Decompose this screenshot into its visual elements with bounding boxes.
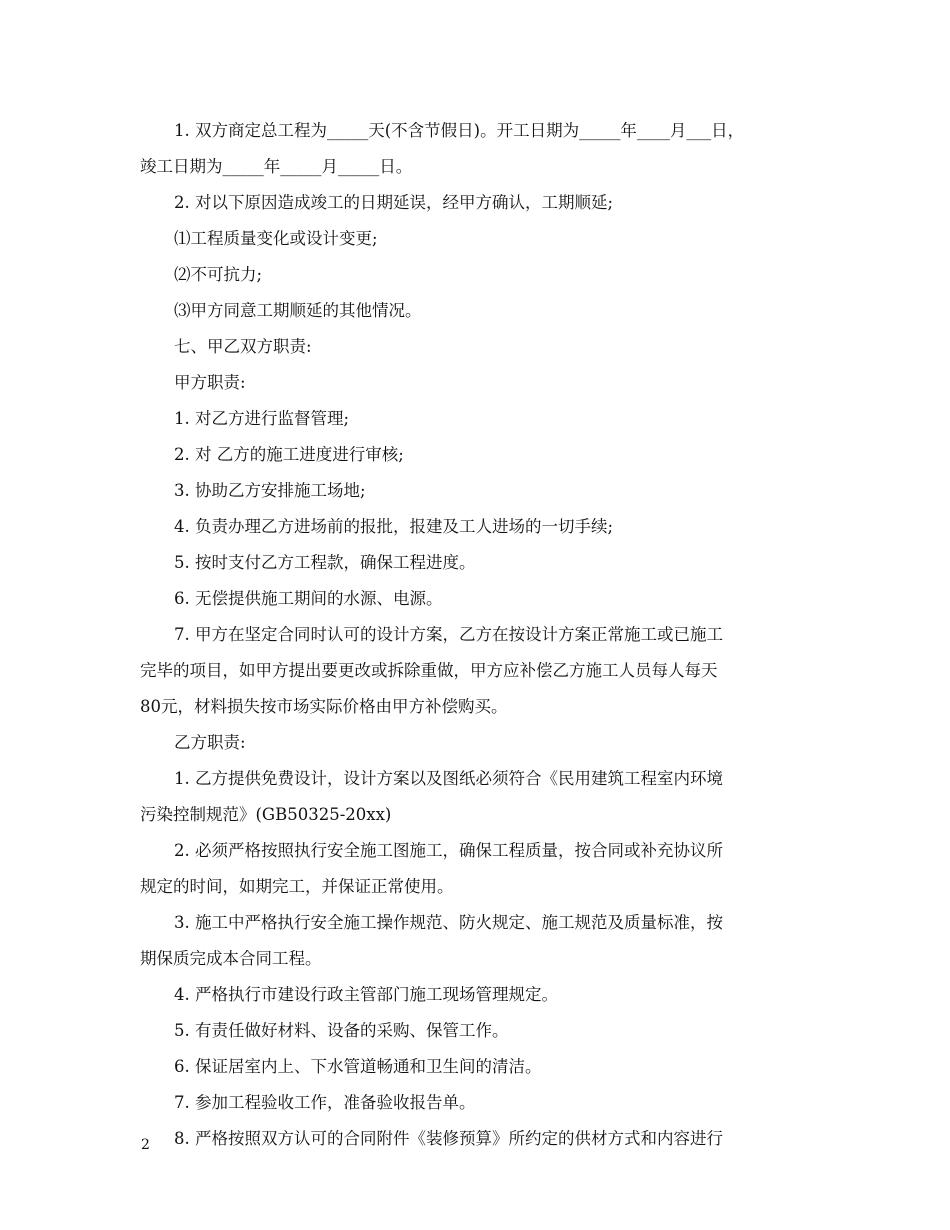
text-line: 7. 甲方在坚定合同时认可的设计方案，乙方在按设计方案正常施工或已施工 [174,625,723,644]
text-line: 规定的时间，如期完工，并保证正常使用。 [140,877,454,896]
text-line: 3. 施工中严格执行安全施工操作规范、防火规定、施工规范及质量标准，按 [174,913,723,932]
text-line: 4. 负责办理乙方进场前的报批，报建及工人进场的一切手续; [174,517,614,536]
text-line: 4. 严格执行市建设行政主管部门施工现场管理规定。 [174,985,558,1004]
page-number: 2 [141,1137,150,1153]
text-line: 5. 按时支付乙方工程款，确保工程进度。 [174,553,476,572]
text-line: 1. 乙方提供免费设计，设计方案以及图纸必须符合《民用建筑工程室内环境 [174,769,723,788]
text-line: ⑴工程质量变化或设计变更; [174,229,378,248]
text-line: ⑵不可抗力; [174,265,263,284]
text-line: 5. 有责任做好材料、设备的采购、保管工作。 [174,1021,509,1040]
document-body [140,113,812,1157]
text-line: 3. 协助乙方安排施工场地; [174,481,366,500]
text-line: 6. 保证居室内上、下水管道畅通和卫生间的清洁。 [174,1057,542,1076]
text-line: 2. 对以下原因造成竣工的日期延误，经甲方确认，工期顺延; [174,193,614,212]
text-line: 7. 参加工程验收工作，准备验收报告单。 [174,1093,476,1112]
text-line: 七、甲乙双方职责: [174,337,312,356]
text-line: 乙方职责: [174,733,246,752]
text-line: 6. 无偿提供施工期间的水源、电源。 [174,589,443,608]
text-line: 2. 对 乙方的施工进度进行审核; [174,445,404,464]
text-line: 2. 必须严格按照执行安全施工图施工，确保工程质量，按合同或补充协议所 [174,841,723,860]
text-line: 竣工日期为_____年_____月_____日。 [140,157,413,176]
text-line: 1. 对乙方进行监督管理; [174,409,350,428]
text-line: 80元，材料损失按市场实际价格由甲方补偿购买。 [140,697,508,716]
text-line: 甲方职责: [174,373,246,392]
text-line: ⑶甲方同意工期顺延的其他情况。 [174,301,422,320]
text-line: 8. 严格按照双方认可的合同附件《装修预算》所约定的供材方式和内容进行 [174,1129,723,1148]
text-line: 污染控制规范》(GB50325-20xx) [140,805,392,824]
text-line: 完毕的项目，如甲方提出要更改或拆除重做，甲方应补偿乙方施工人员每人每天 [140,661,718,680]
text-line: 1. 双方商定总工程为_____天(不含节假日)。开工日期为_____年____月___日， [174,121,745,140]
text-line: 期保质完成本合同工程。 [140,949,322,968]
